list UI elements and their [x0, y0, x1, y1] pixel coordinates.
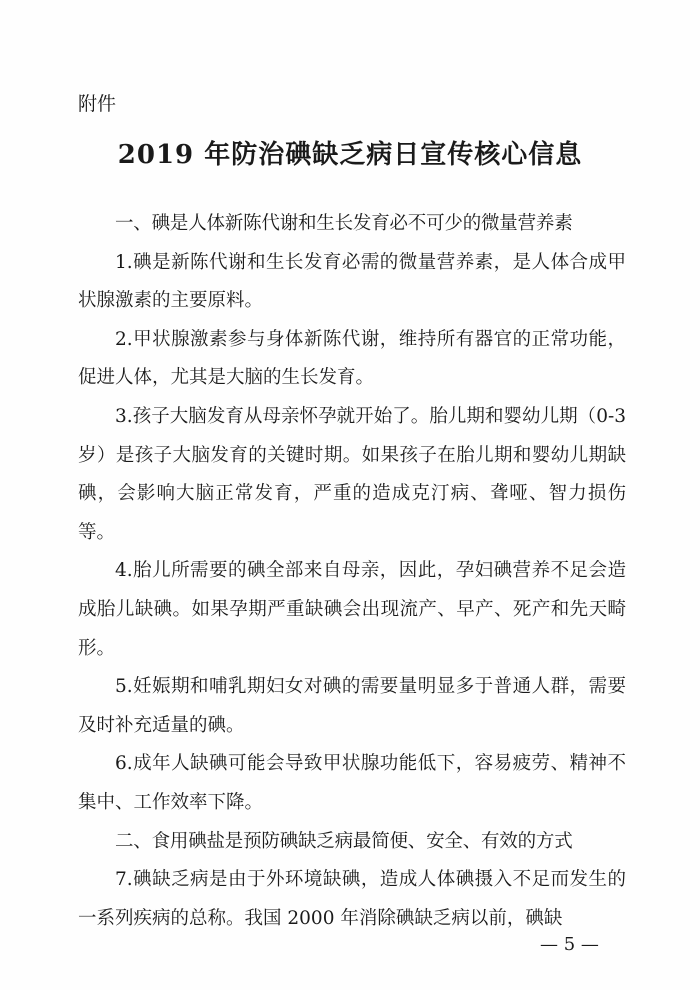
- document-body: [78, 205, 626, 938]
- attachment-label: 附件: [78, 93, 117, 115]
- document-title: 2019 年防治碘缺乏病日宣传核心信息: [117, 140, 583, 170]
- paragraph: 1.碘是新陈代谢和生长发育必需的微量营养素，是人体合成甲状腺激素的主要原料。: [78, 251, 626, 312]
- paragraph: 6.成年人缺碘可能会导致甲状腺功能低下，容易疲劳、精神不集中、工作效率下降。: [78, 753, 626, 813]
- paragraph: 3.孩子大脑发育从母亲怀孕就开始了。胎儿期和婴幼儿期（0-3 岁）是孩子大脑发育的关键时期。如果孩子在胎儿期和婴幼儿期缺碘，会影响大脑正常发育，严重的造成克汀病、聋哑、智力损伤等。: [78, 405, 626, 543]
- paragraph: 5.妊娠期和哺乳期妇女对碘的需要量明显多于普通人群，需要及时补充适量的碘。: [78, 676, 626, 736]
- paragraph: 2.甲状腺激素参与身体新陈代谢，维持所有器官的正常功能，促进人体，尤其是大脑的生长发育。: [78, 328, 626, 389]
- paragraph: 4.胎儿所需要的碘全部来自母亲，因此，孕妇碘营养不足会造成胎儿缺碘。如果孕期严重缺碘会出现流产、早产、死产和先天畸形。: [78, 560, 626, 659]
- paragraph: 7.碘缺乏病是由于外环境缺碘，造成人体碘摄入不足而发生的一系列疾病的总称。我国 2000 年消除碘缺乏病以前，碘缺: [78, 869, 626, 929]
- section-heading: 一、碘是人体新陈代谢和生长发育必不可少的微量营养素: [115, 213, 573, 234]
- section-heading: 二、食用碘盐是预防碘缺乏病最简便、安全、有效的方式: [115, 830, 573, 852]
- page-number: — 5 —: [540, 934, 599, 955]
